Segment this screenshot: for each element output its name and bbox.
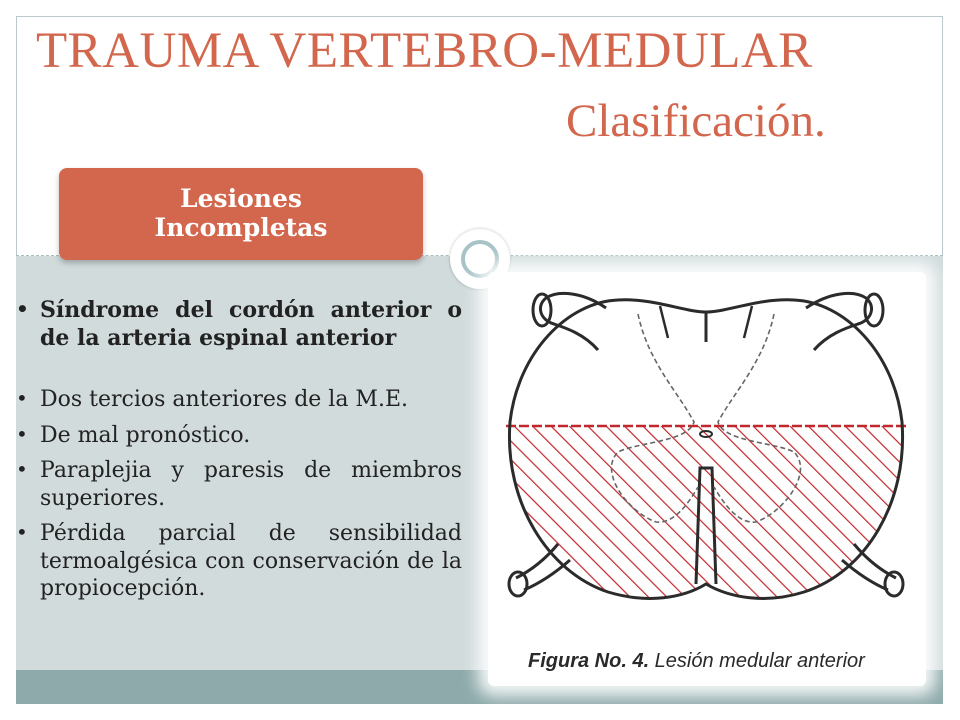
spinal-cord-figure (488, 272, 926, 686)
section-badge (59, 168, 423, 260)
caption-text: Lesión medular anterior (649, 650, 865, 672)
bullet-list (14, 297, 462, 611)
bullet-item: • Paraplejia y paresis de miembros superiores. (14, 457, 462, 512)
spinal-cord-diagram-icon (488, 272, 926, 672)
bullet-item: • De mal pronóstico. (14, 422, 462, 450)
lesion-hatch-area (488, 426, 926, 626)
caption-label: Figura No. 4. (528, 650, 650, 672)
badge-line-2: Incompletas (154, 213, 328, 242)
bullet-heading: • Síndrome del cordón anterior o de la arteria espinal anterior (14, 297, 462, 352)
slide-title: TRAUMA VERTEBRO-MEDULAR (36, 23, 813, 79)
slide-subtitle: Clasificación. (566, 95, 826, 147)
bullet-item: • Dos tercios anteriores de la M.E. (14, 386, 462, 414)
figure-caption (528, 650, 923, 673)
badge-line-1: Lesiones (180, 184, 302, 214)
bullet-item: • Pérdida parcial de sensibilidad termoalgésica con conservación de la propiocepción. (14, 520, 462, 603)
